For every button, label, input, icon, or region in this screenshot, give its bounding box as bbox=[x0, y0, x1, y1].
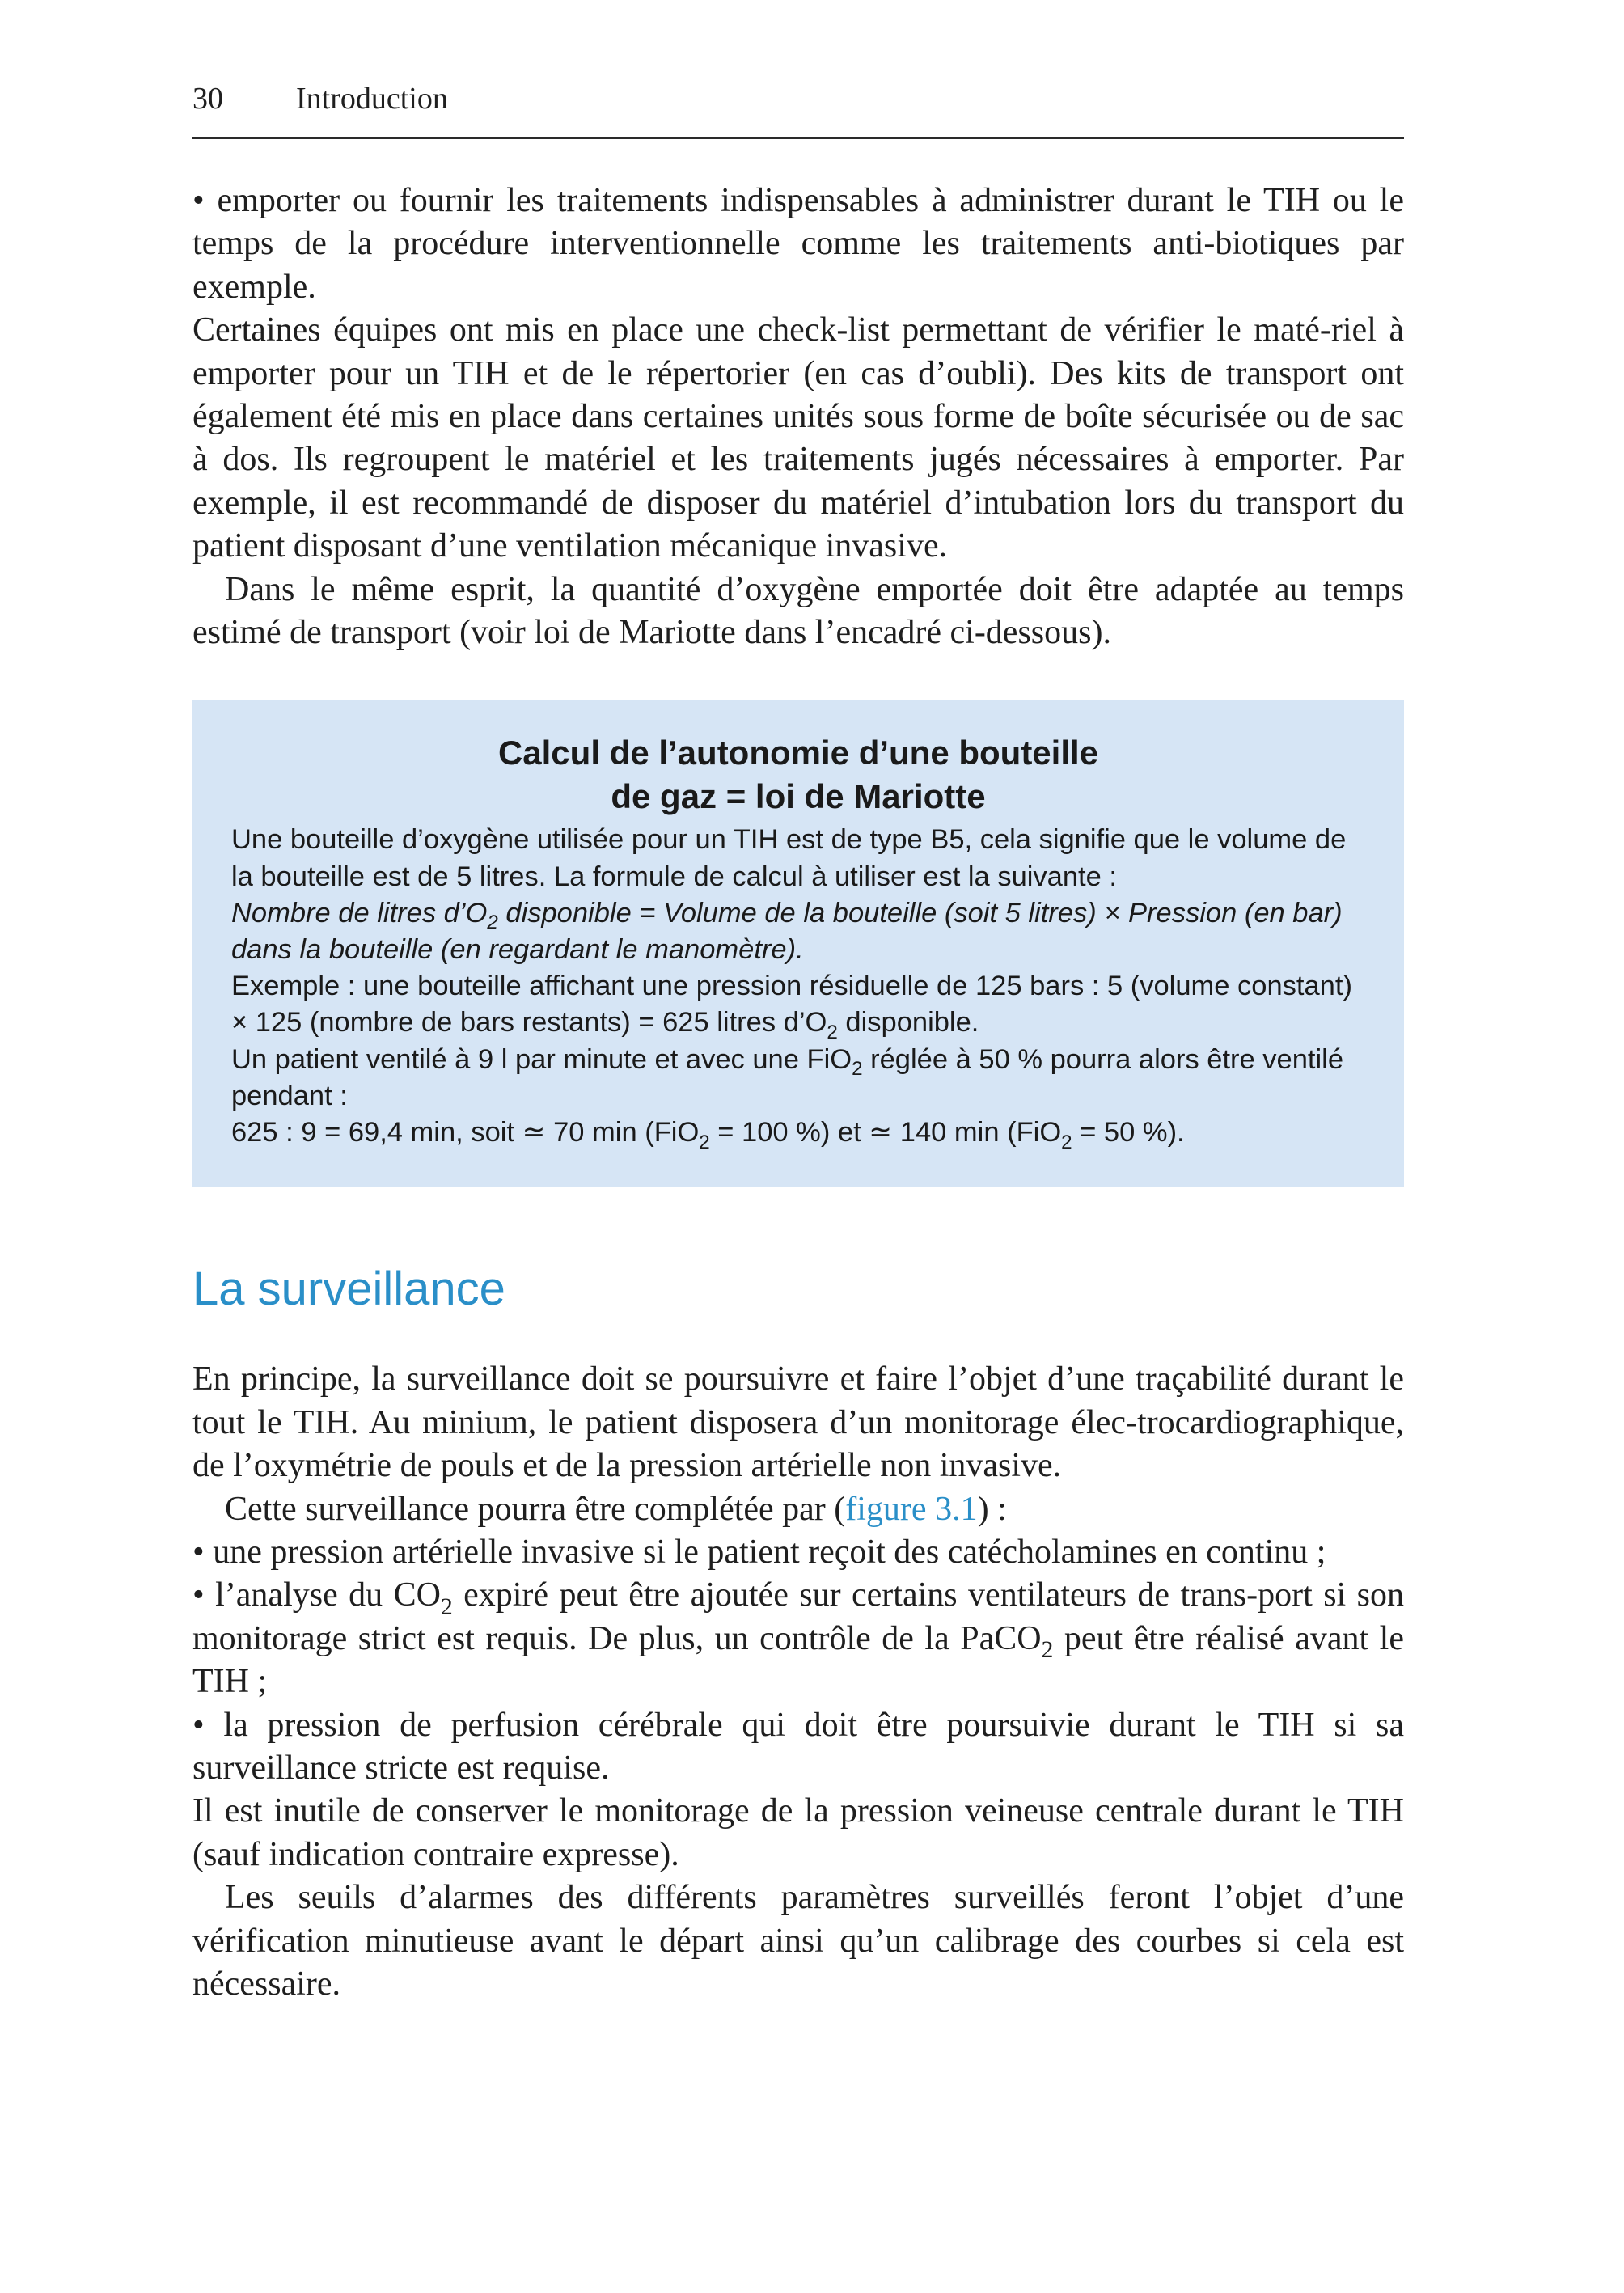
subscript: 2 bbox=[440, 1593, 453, 1620]
completion-text-a: Cette surveillance pourra être complétée par ( bbox=[225, 1490, 846, 1528]
bullet-co2 bbox=[192, 1574, 1404, 1703]
subscript: 2 bbox=[852, 1058, 863, 1081]
example-text-a: Exemple : une bouteille affichant une pression résiduelle de 125 bars : 5 (volume constant) × 125 (nombre de bars restants) = 625 litres d’O bbox=[231, 971, 1352, 1039]
calc-text-a: 625 : 9 = 69,4 min, soit ≃ 70 min (FiO bbox=[231, 1117, 700, 1149]
paragraph-principle: En principe, la surveillance doit se poursuivre et faire l’objet d’une traçabilité durant le tout le TIH. Au minium, le patient disposera d’un monitorage élec-trocardiographique, de l’oxymétrie de pouls et de la pression artérielle non invasive. bbox=[192, 1360, 1404, 1485]
subscript: 2 bbox=[827, 1021, 838, 1043]
running-title: Introduction bbox=[296, 82, 448, 116]
paragraph-alarms: Les seuils d’alarmes des différents paramètres surveillés feront l’objet d’une vérification minutieuse avant le départ ainsi qu’un calibrage des courbes si cela est nécessaire. bbox=[192, 1879, 1404, 2003]
paragraph-completion bbox=[192, 1488, 1404, 1531]
completion-text-b: ) : bbox=[977, 1490, 1007, 1528]
co2-text-b: expiré peut être ajoutée sur certains ventilateurs de trans-port si son monitorage strict est requis. De plus, un contrôle de la PaCO bbox=[192, 1576, 1404, 1657]
paragraph-checklist: Certaines équipes ont mis en place une check-list permettant de vérifier le maté-riel à emporter pour un TIH et de le répertorier (en cas d’oubli). Des kits de transport ont également été mis en place dans certaines unités sous forme de boîte sécurisée ou de sac à dos. Ils regroupent le matériel et les traitements jugés nécessaires à emporter. Par exemple, il est recommandé de disposer du matériel d’intubation lors du transport du patient disposant d’une ventilation mécanique invasive. bbox=[192, 311, 1404, 565]
example-text-b: disponible. bbox=[837, 1007, 979, 1039]
box-title-line-1: Calcul de l’autonomie d’une bouteille bbox=[497, 734, 1099, 772]
book-page bbox=[192, 81, 1404, 2007]
calc-text-c: = 50 %). bbox=[1072, 1117, 1185, 1149]
box-title-line-2: de gaz = loi de Mariotte bbox=[611, 777, 986, 816]
paragraph-oxygen: Dans le même esprit, la quantité d’oxygène emportée doit être adaptée au temps estimé de transport (voir loi de Mariotte dans l’encadré ci-dessous). bbox=[192, 570, 1404, 652]
figure-link[interactable]: figure 3.1 bbox=[845, 1490, 978, 1528]
box-body bbox=[231, 822, 1365, 1151]
bullet-cerebral-perfusion: • la pression de perfusion cérébrale qui doit être poursuivie durant le TIH si sa surveillance stricte est requise. bbox=[192, 1706, 1404, 1787]
subscript: 2 bbox=[487, 912, 498, 934]
patient-text-b: réglée à 50 % pourra alors être ventilé pendant : bbox=[231, 1043, 1344, 1111]
paragraph-venous-pressure: Il est inutile de conserver le monitorage de la pression veineuse centrale durant le TIH (sauf indication contraire expresse). bbox=[192, 1792, 1404, 1873]
intro-text bbox=[192, 180, 1404, 654]
box-paragraph-b5: Une bouteille d’oxygène utilisée pour un TIH est de type B5, cela signifie que le volume de la bouteille est de 5 litres. La formule de calcul à utiliser est la suivante : bbox=[231, 824, 1347, 892]
running-head bbox=[192, 81, 1404, 139]
subscript: 2 bbox=[1041, 1637, 1054, 1664]
bullet-invasive-pressure: • une pression artérielle invasive si le patient reçoit des catécholamines en continu ; bbox=[192, 1534, 1326, 1572]
patient-text-a: Un patient ventilé à 9 l par minute et avec une FiO bbox=[231, 1043, 852, 1075]
formula-text-a: Nombre de litres d’O bbox=[231, 897, 488, 929]
calc-text-b: = 100 %) et ≃ 140 min (FiO bbox=[709, 1117, 1062, 1149]
co2-text-a: • l’analyse du CO bbox=[192, 1576, 441, 1614]
formula-text-b: disponible = Volume de la bouteille (soit 5 litres) × Pression (en bar) dans la bouteille (en regardant le manomètre). bbox=[231, 897, 1343, 966]
section-body bbox=[192, 1358, 1404, 2006]
box-formula bbox=[231, 895, 1365, 968]
page-number: 30 bbox=[192, 82, 223, 116]
mariotte-box bbox=[192, 700, 1404, 1187]
box-example bbox=[231, 968, 1365, 1041]
section-title: La surveillance bbox=[192, 1263, 505, 1316]
co2-text-c: peut être réalisé avant le TIH ; bbox=[192, 1619, 1404, 1701]
box-title bbox=[231, 731, 1365, 819]
subscript: 2 bbox=[1061, 1131, 1072, 1153]
box-patient bbox=[231, 1042, 1365, 1115]
box-calculation bbox=[231, 1115, 1365, 1151]
bullet-treatments: • emporter ou fournir les traitements indispensables à administrer durant le TIH ou le temps de la procédure interventionnelle comme les traitements anti-biotiques par exemple. bbox=[192, 182, 1404, 306]
subscript: 2 bbox=[699, 1131, 710, 1153]
